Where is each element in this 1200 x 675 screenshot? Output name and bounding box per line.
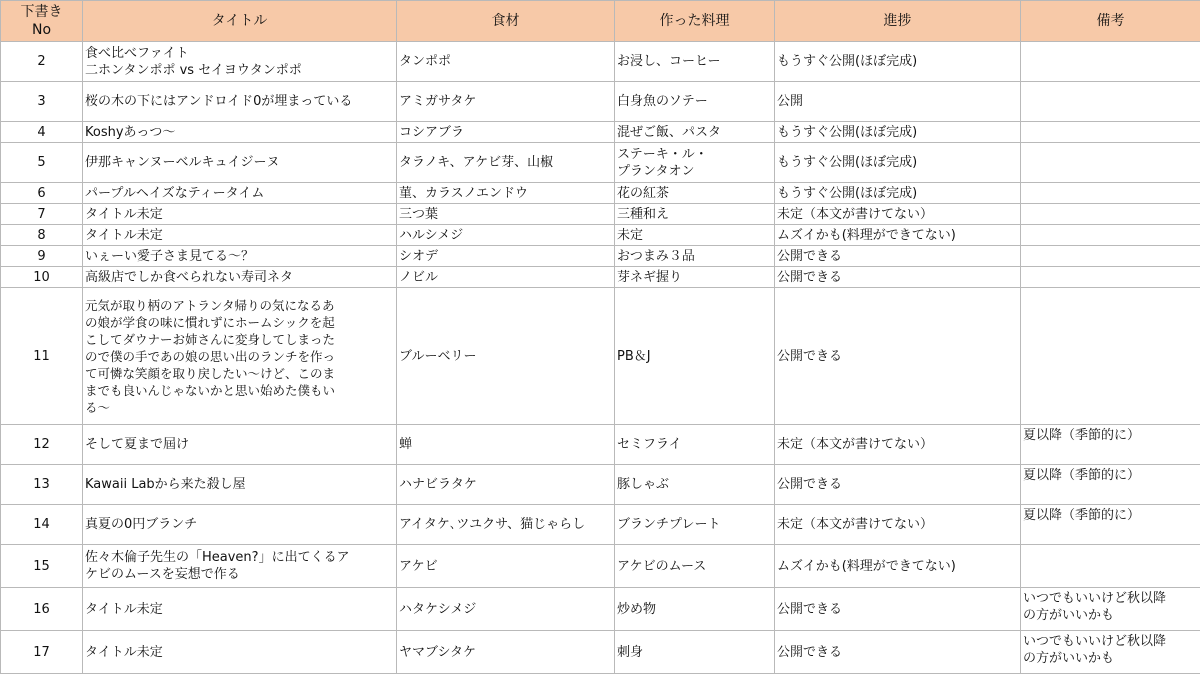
table-row	[1, 183, 1200, 204]
cell-progress[interactable]: 未定（本文が書けてない）	[775, 425, 1021, 465]
cell-draft-no[interactable]: 14	[1, 505, 83, 545]
cell-note[interactable]	[1021, 545, 1200, 588]
cell-ingredient[interactable]: 蝉	[397, 425, 615, 465]
table-row	[1, 225, 1200, 246]
cell-title[interactable]: Kawaii Labから来た殺し屋	[83, 465, 397, 505]
cell-ingredient[interactable]: タラノキ、アケビ芽、山椒	[397, 143, 615, 183]
cell-draft-no[interactable]: 17	[1, 631, 83, 674]
cell-dish[interactable]: おつまみ３品	[615, 246, 775, 267]
cell-ingredient[interactable]: ブルーベリー	[397, 288, 615, 425]
table-row	[1, 267, 1200, 288]
cell-ingredient[interactable]: 三つ葉	[397, 204, 615, 225]
cell-note[interactable]	[1021, 183, 1200, 204]
cell-dish[interactable]: アケビのムース	[615, 545, 775, 588]
cell-note[interactable]	[1021, 288, 1200, 425]
cell-draft-no[interactable]: 15	[1, 545, 83, 588]
cell-title[interactable]: タイトル未定	[83, 631, 397, 674]
cell-title[interactable]: 高級店でしか食べられない寿司ネタ	[83, 267, 397, 288]
cell-ingredient[interactable]: ハタケシメジ	[397, 588, 615, 631]
cell-dish[interactable]: PB＆J	[615, 288, 775, 425]
cell-draft-no[interactable]: 13	[1, 465, 83, 505]
cell-progress[interactable]: 公開できる	[775, 588, 1021, 631]
cell-dish[interactable]: セミフライ	[615, 425, 775, 465]
table-row	[1, 82, 1200, 122]
cell-dish[interactable]: ブランチプレート	[615, 505, 775, 545]
table-row	[1, 631, 1200, 674]
header-draft-no[interactable]: 下書き No	[1, 1, 83, 42]
cell-draft-no[interactable]: 16	[1, 588, 83, 631]
cell-draft-no[interactable]: 3	[1, 82, 83, 122]
table-row	[1, 204, 1200, 225]
table-row	[1, 588, 1200, 631]
cell-dish[interactable]: ステーキ・ル・ プランタオン	[615, 143, 775, 183]
cell-draft-no[interactable]: 2	[1, 42, 83, 82]
cell-progress[interactable]: 公開できる	[775, 267, 1021, 288]
table-row	[1, 465, 1200, 505]
cell-draft-no[interactable]: 7	[1, 204, 83, 225]
cell-ingredient[interactable]: シオデ	[397, 246, 615, 267]
cell-progress[interactable]: ムズイかも(料理ができてない)	[775, 545, 1021, 588]
cell-dish[interactable]: 白身魚のソテー	[615, 82, 775, 122]
cell-note[interactable]: 夏以降（季節的に）	[1021, 425, 1200, 465]
header-dish[interactable]: 作った料理	[615, 1, 775, 42]
cell-dish[interactable]: 花の紅茶	[615, 183, 775, 204]
cell-title[interactable]: 食べ比べファイト 二ホンタンポポ vs セイヨウタンポポ	[83, 42, 397, 82]
cell-title[interactable]: 元気が取り柄のアトランタ帰りの気になるあ の娘が学食の味に慣れずにホームシックを起 こしてダウナーお姉さんに変身してしまった ので僕の手であの娘の思い出のランチを作っ て可憐な笑顔を取り戻したい～けど、このま までも良いんじゃないかと思い始めた僕もい る～	[83, 288, 397, 425]
cell-ingredient[interactable]: アミガサタケ	[397, 82, 615, 122]
cell-title[interactable]: タイトル未定	[83, 204, 397, 225]
table-row	[1, 42, 1200, 82]
cell-note[interactable]: 夏以降（季節的に）	[1021, 465, 1200, 505]
cell-dish[interactable]: 豚しゃぶ	[615, 465, 775, 505]
cell-title[interactable]: タイトル未定	[83, 225, 397, 246]
cell-dish[interactable]: 未定	[615, 225, 775, 246]
cell-title[interactable]: 真夏の0円ブランチ	[83, 505, 397, 545]
header-note[interactable]: 備考	[1021, 1, 1200, 42]
cell-progress[interactable]: 公開	[775, 82, 1021, 122]
cell-note[interactable]: いつでもいいけど秋以降 の方がいいかも	[1021, 588, 1200, 631]
table-row	[1, 246, 1200, 267]
cell-ingredient[interactable]: ノビル	[397, 267, 615, 288]
cell-ingredient[interactable]: ハナビラタケ	[397, 465, 615, 505]
cell-note[interactable]	[1021, 225, 1200, 246]
cell-note[interactable]: 夏以降（季節的に）	[1021, 505, 1200, 545]
cell-title[interactable]: タイトル未定	[83, 588, 397, 631]
table-row	[1, 425, 1200, 465]
cell-progress[interactable]: もうすぐ公開(ほぼ完成)	[775, 143, 1021, 183]
cell-progress[interactable]: 公開できる	[775, 246, 1021, 267]
cell-ingredient[interactable]: 菫、カラスノエンドウ	[397, 183, 615, 204]
cell-title[interactable]: いぇーい愛子さま見てる～？	[83, 246, 397, 267]
cell-ingredient[interactable]: タンポポ	[397, 42, 615, 82]
cell-dish[interactable]: 炒め物	[615, 588, 775, 631]
cell-title[interactable]: 桜の木の下にはアンドロイド0が埋まっている	[83, 82, 397, 122]
cell-ingredient[interactable]: ヤマブシタケ	[397, 631, 615, 674]
cell-ingredient[interactable]: コシアブラ	[397, 122, 615, 143]
cell-progress[interactable]: 公開できる	[775, 631, 1021, 674]
cell-note[interactable]	[1021, 246, 1200, 267]
table-row	[1, 545, 1200, 588]
cell-ingredient[interactable]: アイタケ､ツユクサ、猫じゃらし	[397, 505, 615, 545]
cell-dish[interactable]: 芽ネギ握り	[615, 267, 775, 288]
cell-title[interactable]: そして夏まで屆け	[83, 425, 397, 465]
cell-dish[interactable]: お浸し、コーヒー	[615, 42, 775, 82]
header-title[interactable]: タイトル	[83, 1, 397, 42]
cell-note[interactable]	[1021, 42, 1200, 82]
cell-title[interactable]: 佐々木倫子先生の「Heaven?」に出てくるア ケビのムースを妄想で作る	[83, 545, 397, 588]
cell-progress[interactable]: 未定（本文が書けてない）	[775, 204, 1021, 225]
table-row	[1, 143, 1200, 183]
cell-draft-no[interactable]: 9	[1, 246, 83, 267]
cell-title[interactable]: Koshyあっつ～	[83, 122, 397, 143]
cell-note[interactable]: いつでもいいけど秋以降 の方がいいかも	[1021, 631, 1200, 674]
cell-title[interactable]: 伊那キャンヌーベルキュイジーヌ	[83, 143, 397, 183]
cell-ingredient[interactable]: ハルシメジ	[397, 225, 615, 246]
cell-draft-no[interactable]: 12	[1, 425, 83, 465]
cell-draft-no[interactable]: 8	[1, 225, 83, 246]
cell-draft-no[interactable]: 4	[1, 122, 83, 143]
cell-note[interactable]	[1021, 143, 1200, 183]
cell-draft-no[interactable]: 6	[1, 183, 83, 204]
cell-progress[interactable]: もうすぐ公開(ほぼ完成)	[775, 183, 1021, 204]
header-row	[1, 1, 1200, 42]
cell-draft-no[interactable]: 5	[1, 143, 83, 183]
header-progress[interactable]: 進捗	[775, 1, 1021, 42]
cell-dish[interactable]: 三種和え	[615, 204, 775, 225]
cell-note[interactable]	[1021, 267, 1200, 288]
header-ingredient[interactable]: 食材	[397, 1, 615, 42]
cell-draft-no[interactable]: 11	[1, 288, 83, 425]
cell-note[interactable]	[1021, 122, 1200, 143]
cell-progress[interactable]: もうすぐ公開(ほぼ完成)	[775, 42, 1021, 82]
cell-progress[interactable]: 公開できる	[775, 288, 1021, 425]
cell-progress[interactable]: 未定（本文が書けてない）	[775, 505, 1021, 545]
cell-progress[interactable]: もうすぐ公開(ほぼ完成)	[775, 122, 1021, 143]
table-row	[1, 122, 1200, 143]
cell-title[interactable]: パープルヘイズなティータイム	[83, 183, 397, 204]
cell-dish[interactable]: 刺身	[615, 631, 775, 674]
cell-draft-no[interactable]: 10	[1, 267, 83, 288]
cell-progress[interactable]: ムズイかも(料理ができてない)	[775, 225, 1021, 246]
table-row	[1, 505, 1200, 545]
table-row	[1, 288, 1200, 425]
cell-dish[interactable]: 混ぜご飯、パスタ	[615, 122, 775, 143]
cell-note[interactable]	[1021, 82, 1200, 122]
cell-note[interactable]	[1021, 204, 1200, 225]
cell-progress[interactable]: 公開できる	[775, 465, 1021, 505]
cell-ingredient[interactable]: アケビ	[397, 545, 615, 588]
